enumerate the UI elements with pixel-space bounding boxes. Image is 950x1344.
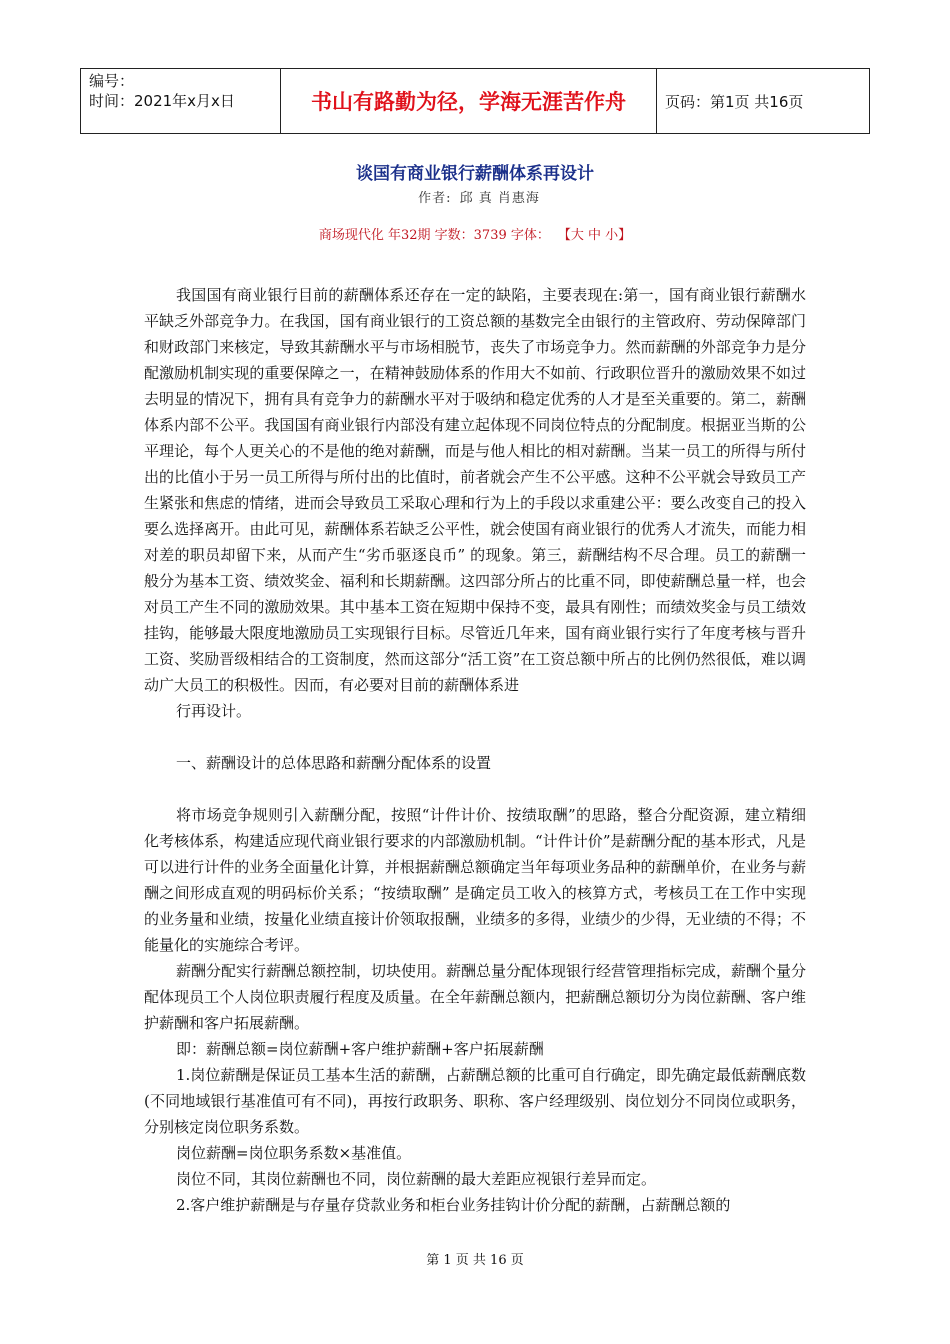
article-author: [0, 187, 950, 206]
formula-line: 岗位薪酬=岗位职务系数×基准值。: [176, 1144, 412, 1162]
paragraph: 我国国有商业银行目前的薪酬体系还存在一定的缺陷，主要表现在:第一，国有商业银行薪酬水平缺乏外部竞争力。在我国，国有商业银行的工资总额的基数完全由银行的主管政府、劳动保障部门和财政部门来核定，导致其薪酬水平与市场相脱节，丧失了市场竞争力。然而薪酬的外部竞争力是分配激励机制实现的重要保障之一，在精神鼓励体系的作用大不如前、行政职位晋升的激励效果不如过去明显的情况下，拥有具有竞争力的薪酬水平对于吸纳和稳定优秀的人才是至关重要的。第二，薪酬体系内部不公平。我国国有商业银行内部没有建立起体现不同岗位特点的分配制度。根据亚当斯的公平理论，每个人更关心的不是他的绝对薪酬，而是与他人相比的相对薪酬。当某一员工的所得与所付出的比值小于另一员工所得与所付出的比值时，前者就会产生不公平感。这种不公平就会导致员工产生紧张和焦虑的情绪，进而会导致员工采取心理和行为上的手段以求重建公平：要么改变自己的投入要么选择离开。由此可见，薪酬体系若缺乏公平性，就会使国有商业银行的优秀人才流失，而能力相对差的职员却留下来，从而产生“劣币驱逐良币” 的现象。第三，薪酬结构不尽合理。员工的薪酬一般分为基本工资、绩效奖金、福利和长期薪酬。这四部分所占的比重不同，即使薪酬总量一样，也会对员工产生不同的激励效果。其中基本工资在短期中保持不变，最具有刚性；而绩效奖金与员工绩效挂钩，能够最大限度地激励员工实现银行目标。尽管近几年来，国有商业银行实行了年度考核与晋升工资、奖励晋级相结合的工资制度，然而这部分“活工资”在工资总额中所占的比例仍然很低，难以调动广大员工的积极性。因而，有必要对目前的薪酬体系进: [144, 286, 806, 694]
author-label: 作者:: [418, 191, 452, 206]
formula-line: 即：薪酬总额=岗位薪酬+客户维护薪酬+客户拓展薪酬: [176, 1040, 544, 1058]
paragraph: 1.岗位薪酬是保证员工基本生活的薪酬，占薪酬总额的比重可自行确定，即先确定最低薪酬底数(不同地域银行基准值可有不同)，再按行政职务、职称、客户经理级别、岗位划分不同岗位或职务，分别核定岗位职务系数。: [144, 1066, 806, 1136]
section-heading: 一、薪酬设计的总体思路和薪酬分配体系的设置: [176, 754, 492, 772]
source-info: 商场现代化 年32期 字数：3739 字体：: [318, 228, 550, 243]
paragraph: 薪酬分配实行薪酬总额控制，切块使用。薪酬总量分配体现银行经营管理指标完成，薪酬个量分配体现员工个人岗位职责履行程度及质量。在全年薪酬总额内，把薪酬总额切分为岗位薪酬、客户维护薪酬和客户拓展薪酬。: [144, 962, 807, 1032]
header-meta-cell: [81, 69, 281, 133]
header-table: [80, 68, 870, 134]
paragraph: 将市场竞争规则引入薪酬分配，按照“计件计价、按绩取酬”的思路，整合分配资源，建立精细化考核体系，构建适应现代商业银行要求的内部激励机制。“计件计价”是薪酬分配的基本形式，凡是可以进行计件的业务全面量化计算，并根据薪酬总额确定当年每项业务品种的薪酬单价，在业务与薪酬之间形成直观的明码标价关系；“按绩取酬” 是确定员工收入的核算方式，考核员工在工作中实现的业务量和业绩，按量化业绩直接计价领取报酬，业绩多的多得，业绩少的少得，无业绩的不得；不能量化的实施综合考评。: [144, 806, 806, 954]
time-label: 时间：2021年x月x日: [89, 92, 235, 110]
paragraph: 行再设计。: [176, 702, 252, 720]
font-size-selector[interactable]: 【大 中 小】: [557, 228, 632, 243]
article-source-line: [0, 224, 950, 243]
paragraph: 岗位不同，其岗位薪酬也不同，岗位薪酬的最大差距应视银行差异而定。: [176, 1170, 657, 1188]
code-label: 编号：: [89, 72, 135, 90]
header-motto: 书山有路勤为径，学海无涯苦作舟: [281, 69, 657, 133]
paragraph: 2.客户维护薪酬是与存量存贷款业务和柜台业务挂钩计价分配的薪酬，占薪酬总额的: [176, 1196, 731, 1214]
page-footer: 第 1 页 共 16 页: [426, 1253, 524, 1268]
article-body: [144, 282, 806, 1218]
article-title: 谈国有商业银行薪酬体系再设计: [356, 164, 594, 184]
header-page-info: 页码：第1页 共16页: [665, 92, 804, 111]
author-names: 邱 真 肖惠海: [459, 191, 540, 206]
